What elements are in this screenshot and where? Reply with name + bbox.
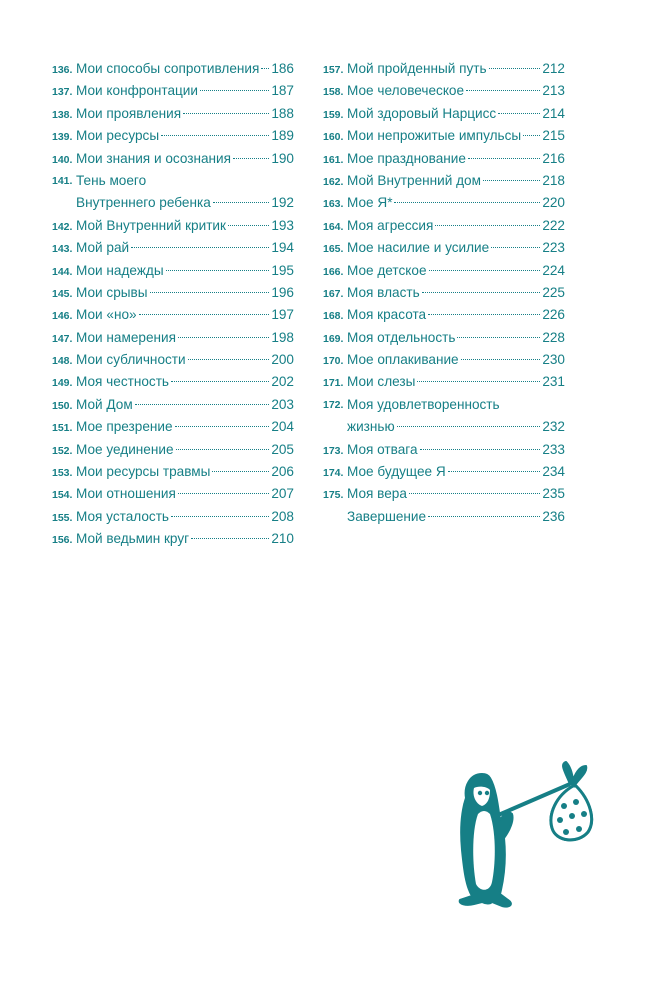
toc-entry-page: 228	[542, 329, 565, 345]
toc-entry-title: Мои срывы	[76, 284, 148, 300]
toc-entry-title: Мой здоровый Нарцисс	[347, 105, 497, 121]
toc-entry-page: 196	[271, 284, 294, 300]
dot-leader	[188, 359, 270, 360]
toc-entry-number: 149.	[52, 377, 73, 390]
dot-leader	[178, 493, 269, 494]
toc-entry-page: 198	[271, 329, 294, 345]
toc-entry	[52, 327, 294, 349]
toc-entry-number: 141.	[52, 174, 73, 187]
toc-entry-title: Моя агрессия	[347, 217, 434, 233]
dot-leader	[233, 158, 269, 159]
toc-entry	[323, 327, 565, 349]
dot-leader	[171, 516, 269, 517]
toc-entry-number: 142.	[52, 220, 73, 233]
dot-leader	[523, 135, 540, 136]
toc-entry-number: 145.	[52, 287, 73, 300]
toc-right-column	[323, 58, 565, 528]
dot-leader	[429, 270, 541, 271]
toc-entry-page: 214	[542, 105, 565, 121]
toc-entry-page: 193	[271, 217, 294, 233]
toc-entry-number: 148.	[52, 355, 73, 368]
toc-entry-title: Моя власть	[347, 284, 420, 300]
penguin-with-bindle-icon	[452, 758, 602, 914]
toc-entry	[323, 125, 565, 147]
toc-entry-number: 139.	[52, 131, 73, 144]
toc-entry	[52, 80, 294, 102]
toc-entry-title: Мои субличности	[76, 352, 186, 368]
toc-entry-title: жизнью	[347, 419, 395, 435]
toc-entry-title: Моя честность	[76, 374, 170, 390]
toc-entry	[52, 483, 294, 505]
toc-entry-title: Мои ресурсы	[76, 128, 160, 144]
toc-entry-number: 146.	[52, 310, 73, 323]
toc-entry-number: 165.	[323, 243, 344, 256]
toc-entry-title: Мои проявления	[76, 105, 182, 121]
toc-entry-number: 144.	[52, 265, 73, 278]
toc-entry	[52, 215, 294, 237]
toc-entry-title: Мои знания и осознания	[76, 150, 231, 166]
toc-entry-title: Мое уединение	[76, 441, 174, 457]
toc-entry	[323, 394, 565, 439]
toc-entry-title: Завершение	[347, 508, 427, 524]
toc-entry-number: 174.	[323, 467, 344, 480]
toc-entry-number: 171.	[323, 377, 344, 390]
toc-entry-title: Мои способы сопротивления	[76, 61, 260, 76]
toc-entry-title: Моя усталость	[76, 508, 169, 524]
toc-entry-number: 173.	[323, 444, 344, 457]
toc-entry-page: 212	[542, 61, 565, 76]
toc-entry	[323, 215, 565, 237]
dot-leader	[489, 68, 541, 69]
dot-leader	[183, 113, 269, 114]
toc-entry	[323, 58, 565, 80]
toc-entry-page: 207	[271, 486, 294, 502]
toc-entry-number: 155.	[52, 511, 73, 524]
dot-leader	[435, 225, 540, 226]
toc-entry-page: 210	[271, 531, 294, 547]
toc-entry	[52, 394, 294, 416]
dot-leader	[161, 135, 269, 136]
toc-entry	[323, 260, 565, 282]
toc-entry-page: 190	[271, 150, 294, 166]
toc-entry	[323, 349, 565, 371]
dot-leader	[461, 359, 541, 360]
toc-entry-page: 189	[271, 128, 294, 144]
toc-entry	[52, 260, 294, 282]
toc-entry-title: Мои слезы	[347, 374, 416, 390]
toc-entry	[323, 506, 565, 528]
toc-entry-page: 231	[542, 374, 565, 390]
toc-entry-title: Мои непрожитые импульсы	[347, 128, 522, 144]
dot-leader	[409, 493, 540, 494]
toc-entry-page: 233	[542, 441, 565, 457]
dot-leader	[448, 471, 541, 472]
toc-entry-title: Мое презрение	[76, 419, 173, 435]
toc-entry	[52, 58, 294, 80]
toc-entry-page: 222	[542, 217, 565, 233]
toc-entry	[323, 282, 565, 304]
toc-entry-page: 225	[542, 284, 565, 300]
toc-entry	[52, 349, 294, 371]
toc-entry-page: 188	[271, 105, 294, 121]
toc-entry-page: 186	[271, 61, 294, 76]
toc-entry	[52, 304, 294, 326]
dot-leader	[228, 225, 269, 226]
toc-entry	[52, 439, 294, 461]
dot-leader	[178, 337, 269, 338]
toc-entry-page: 234	[542, 464, 565, 480]
dot-leader	[420, 449, 541, 450]
toc-entry-number: 167.	[323, 287, 344, 300]
toc-entry-number: 168.	[323, 310, 344, 323]
toc-entry-number: 150.	[52, 399, 73, 412]
toc-entry-title: Мои «но»	[76, 307, 137, 323]
toc-entry-page: 200	[271, 352, 294, 368]
toc-entry	[323, 192, 565, 214]
toc-entry-title: Мой Внутренний критик	[76, 217, 226, 233]
toc-entry-title: Мое Я*	[347, 195, 393, 211]
dot-leader	[213, 202, 270, 203]
toc-entry-page: 206	[271, 464, 294, 480]
toc-entry-number: 166.	[323, 265, 344, 278]
dot-leader	[457, 337, 540, 338]
toc-entry-title: Мои отношения	[76, 486, 176, 502]
toc-entry-page: 220	[542, 195, 565, 211]
dot-leader	[191, 538, 269, 539]
toc-entry	[323, 148, 565, 170]
toc-entry-title: Моя вера	[347, 486, 407, 502]
toc-entry-number: 158.	[323, 86, 344, 99]
dot-leader	[171, 381, 269, 382]
toc-entry-title: Мои намерения	[76, 329, 176, 345]
toc-entry	[52, 528, 294, 550]
toc-entry-title: Мои надежды	[76, 262, 164, 278]
toc-entry	[323, 304, 565, 326]
toc-entry-title: Мои ресурсы травмы	[76, 464, 211, 480]
toc-entry-number: 163.	[323, 198, 344, 211]
dot-leader	[394, 202, 540, 203]
toc-entry	[323, 80, 565, 102]
dot-leader	[200, 90, 269, 91]
toc-entry-title: Мое человеческое	[347, 83, 465, 99]
toc-entry-number: 169.	[323, 332, 344, 345]
toc-entry-number: 156.	[52, 534, 73, 547]
dot-leader	[175, 426, 270, 427]
toc-entry-number: 140.	[52, 153, 73, 166]
toc-entry-title: Внутреннего ребенка	[76, 195, 211, 211]
toc-entry-title: Мое оплакивание	[347, 352, 459, 368]
dot-leader	[491, 247, 540, 248]
toc-entry-page: 226	[542, 307, 565, 323]
toc-entry-number: 170.	[323, 355, 344, 368]
toc-entry-page: 216	[542, 150, 565, 166]
toc-entry-number: 175.	[323, 489, 344, 502]
toc-entry	[52, 237, 294, 259]
toc-entry-title: Моя красота	[347, 307, 427, 323]
dot-leader	[166, 270, 270, 271]
toc-entry-page: 202	[271, 374, 294, 390]
toc-entry-title: Моя отвага	[347, 441, 418, 457]
toc-entry-title: Мои конфронтации	[76, 83, 198, 99]
dot-leader	[135, 404, 270, 405]
toc-entry-page: 223	[542, 240, 565, 256]
dot-leader	[139, 314, 270, 315]
toc-entry-number: 162.	[323, 175, 344, 188]
toc-entry	[323, 103, 565, 125]
toc-entry-page: 213	[542, 83, 565, 99]
dot-leader	[212, 471, 269, 472]
toc-entry-page: 205	[271, 441, 294, 457]
toc-entry	[52, 103, 294, 125]
toc-entry-number: 138.	[52, 108, 73, 121]
toc-entry-page: 235	[542, 486, 565, 502]
toc-entry	[52, 170, 294, 215]
toc-entry	[323, 371, 565, 393]
toc-entry	[323, 461, 565, 483]
dot-leader	[422, 292, 541, 293]
dot-leader	[417, 381, 540, 382]
toc-entry-number: 151.	[52, 422, 73, 435]
toc-entry	[52, 506, 294, 528]
toc-entry-title-line1: Моя удовлетворенность	[347, 396, 500, 412]
toc-entry-number: 159.	[323, 108, 344, 121]
toc-entry	[323, 170, 565, 192]
dot-leader	[428, 516, 540, 517]
toc-entry-title: Мое празднование	[347, 150, 466, 166]
toc-entry-title: Мой ведьмин круг	[76, 531, 190, 547]
toc-entry-title: Мое детское	[347, 262, 427, 278]
toc-entry-number: 160.	[323, 131, 344, 144]
toc-entry-page: 194	[271, 240, 294, 256]
toc-entry-title: Моя отдельность	[347, 329, 456, 345]
toc-entry	[323, 483, 565, 505]
toc-entry-page: 230	[542, 352, 565, 368]
toc-entry-page: 232	[542, 419, 565, 435]
toc-entry-number: 153.	[52, 467, 73, 480]
dot-leader	[483, 180, 540, 181]
dot-leader	[176, 449, 270, 450]
toc-entry-number: 137.	[52, 86, 73, 99]
toc-entry-number: 136.	[52, 64, 73, 76]
toc-entry	[52, 148, 294, 170]
toc-entry-page: 224	[542, 262, 565, 278]
dot-leader	[466, 90, 540, 91]
dot-leader	[150, 292, 270, 293]
toc-entry-page: 187	[271, 83, 294, 99]
toc-entry-number: 152.	[52, 444, 73, 457]
toc-entry-title: Мой Дом	[76, 396, 133, 412]
dot-leader	[428, 314, 540, 315]
toc-entry-number: 147.	[52, 332, 73, 345]
dot-leader	[498, 113, 540, 114]
toc-entry-title: Мое будущее Я	[347, 464, 446, 480]
toc-entry	[323, 237, 565, 259]
toc-entry	[52, 125, 294, 147]
toc-entry-title: Мой пройденный путь	[347, 61, 487, 76]
toc-entry-number: 161.	[323, 153, 344, 166]
toc-entry	[52, 282, 294, 304]
toc-entry	[323, 439, 565, 461]
dot-leader	[131, 247, 269, 248]
toc-entry-page: 197	[271, 307, 294, 323]
toc-entry-page: 204	[271, 419, 294, 435]
toc-entry-title-line1: Тень моего	[76, 172, 147, 188]
toc-entry-title: Мой Внутренний дом	[347, 172, 481, 188]
toc-entry-page: 218	[542, 172, 565, 188]
toc-entry-title: Мой рай	[76, 240, 130, 256]
dot-leader	[468, 158, 540, 159]
toc-entry-number: 143.	[52, 243, 73, 256]
toc-entry-page: 192	[271, 195, 294, 211]
dot-leader	[397, 426, 541, 427]
toc-entry	[52, 371, 294, 393]
toc-entry-number: 172.	[323, 398, 344, 411]
toc-entry-number: 164.	[323, 220, 344, 233]
toc-left-column	[52, 58, 294, 551]
toc-entry-number: 157.	[323, 64, 344, 76]
toc-entry	[52, 416, 294, 438]
toc-entry	[52, 461, 294, 483]
toc-entry-number: 154.	[52, 489, 73, 502]
dot-leader	[261, 68, 269, 69]
toc-entry-page: 215	[542, 128, 565, 144]
toc-entry-page: 203	[271, 396, 294, 412]
toc-entry-page: 208	[271, 508, 294, 524]
toc-entry-title: Мое насилие и усилие	[347, 240, 490, 256]
toc-entry-page: 195	[271, 262, 294, 278]
toc-entry-page: 236	[542, 508, 565, 524]
